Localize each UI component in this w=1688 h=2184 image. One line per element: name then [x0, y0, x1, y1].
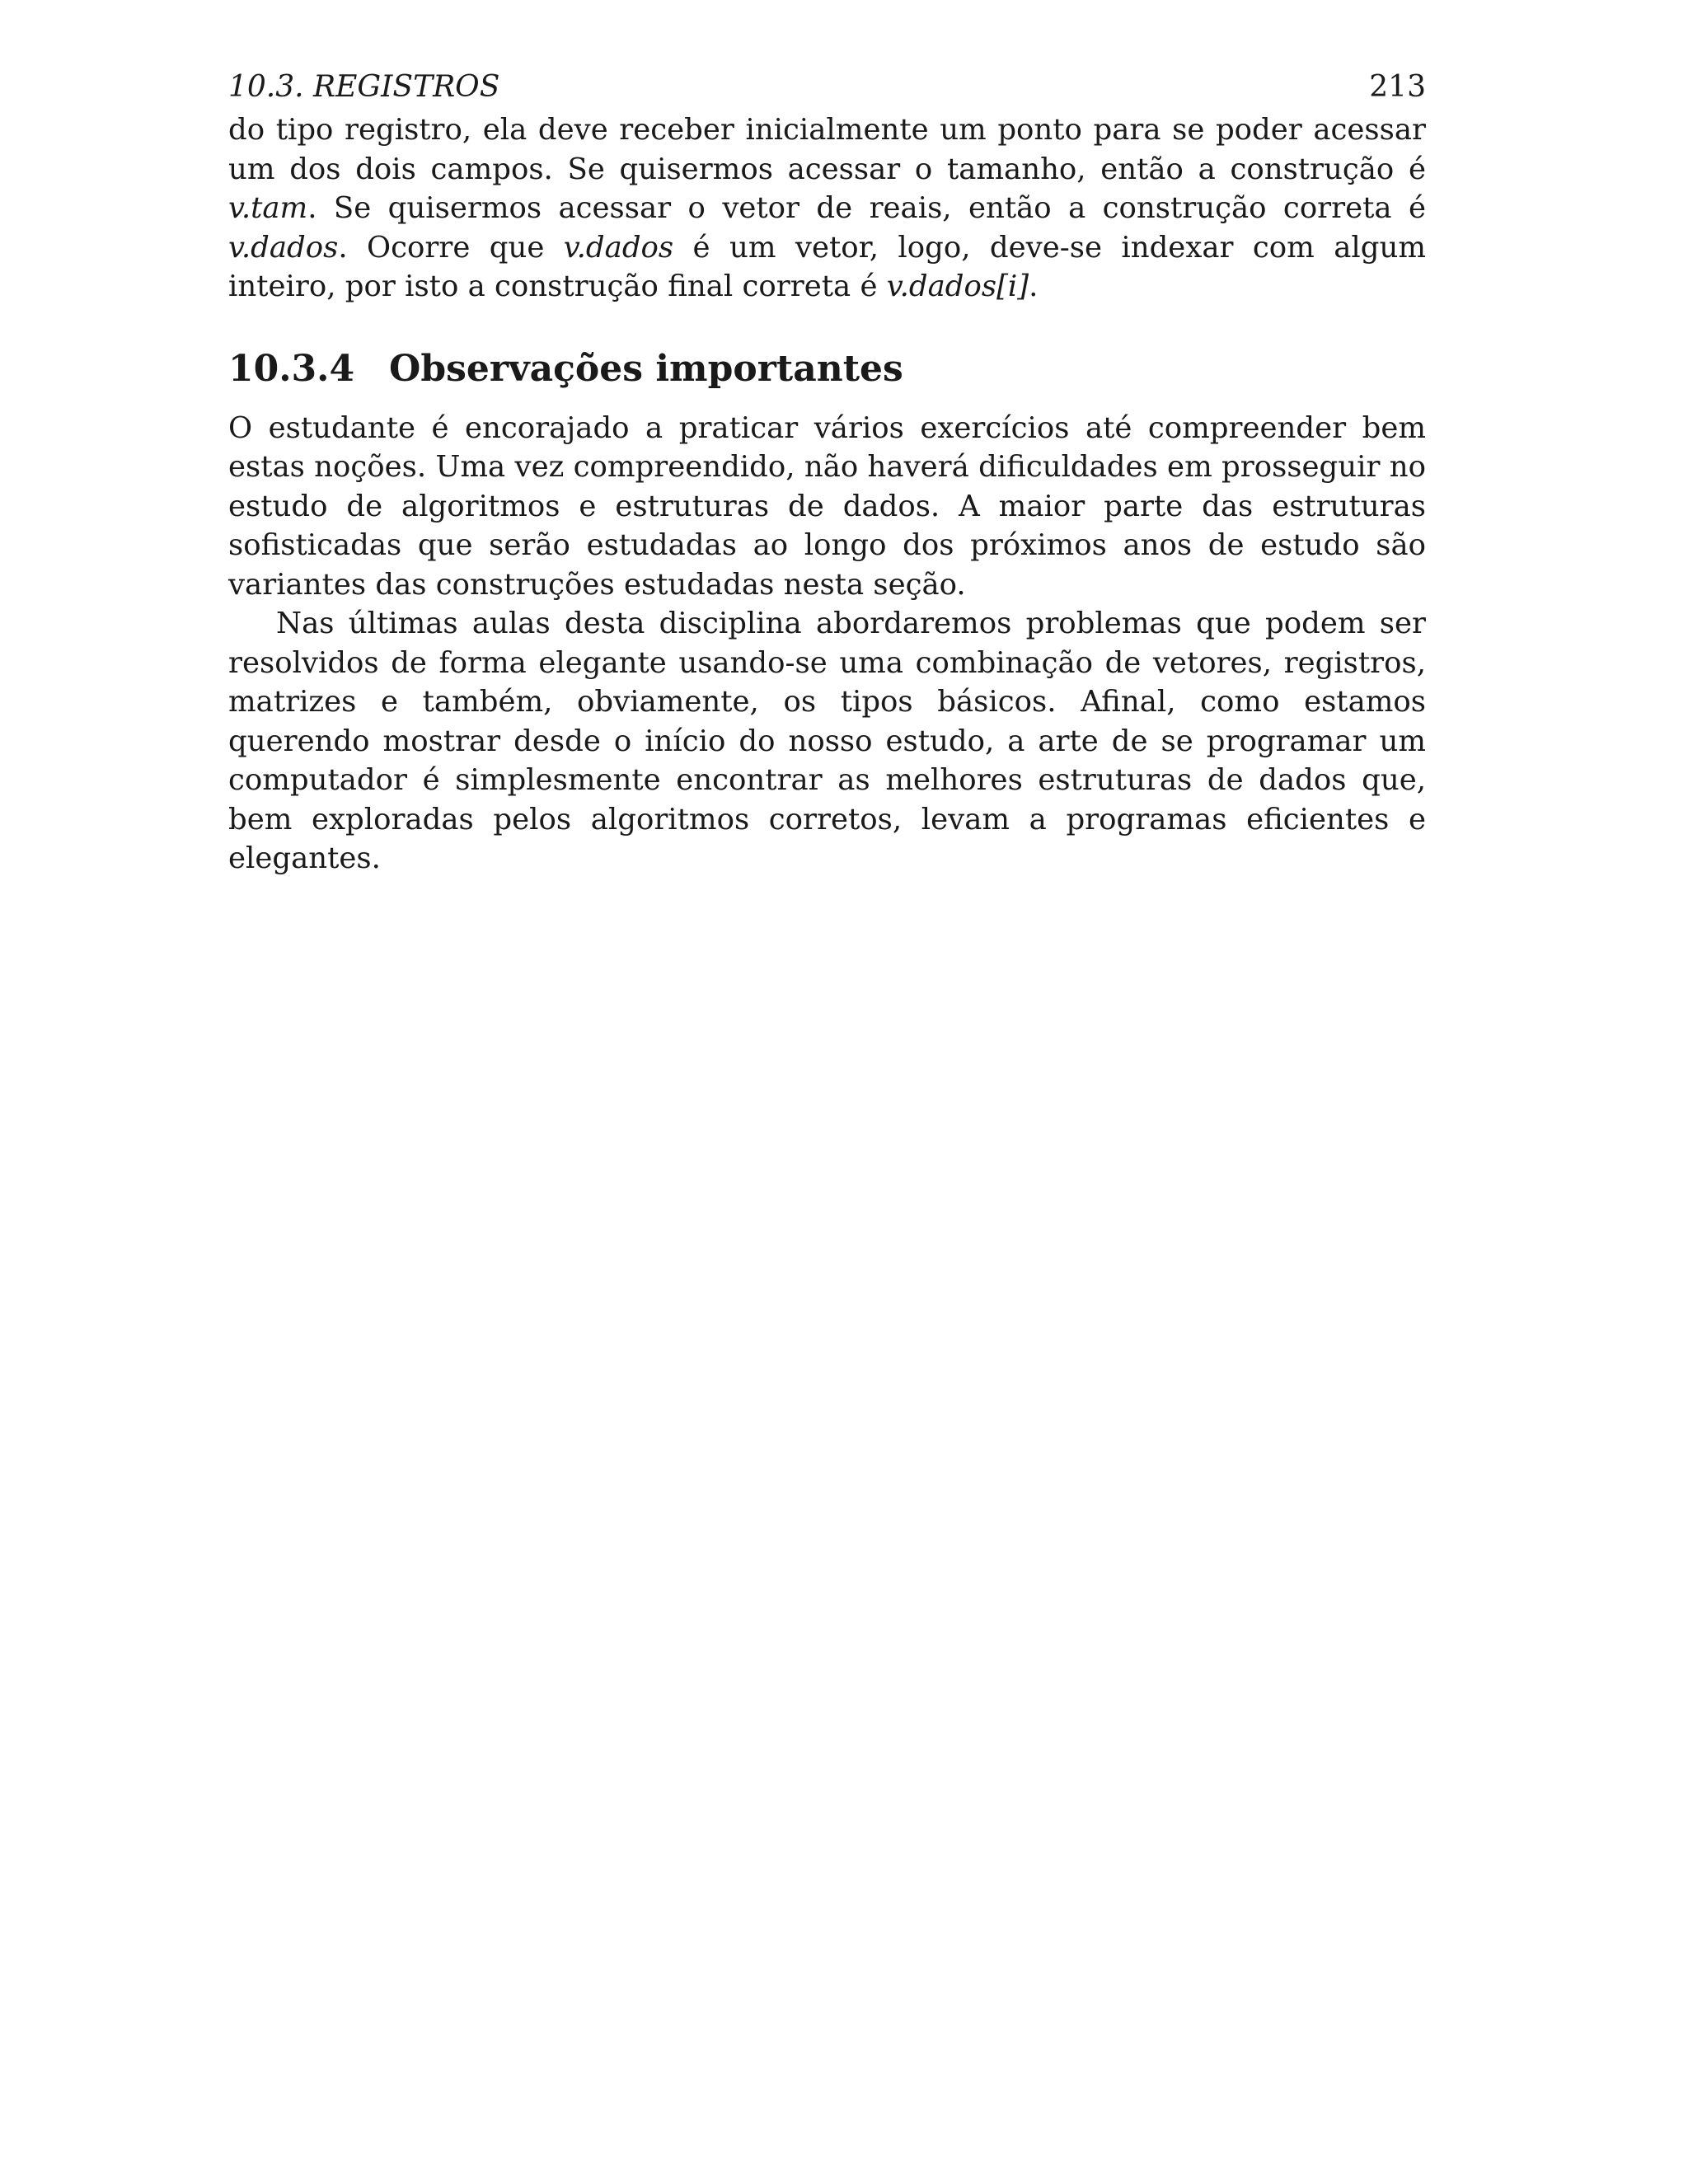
- running-header: [228, 64, 1426, 110]
- section-number: 10.3.4: [228, 347, 355, 390]
- continuation-text-1: do tipo registro, ela deve receber inicialmente um ponto para se poder acessar um dos dois campos. Se quisermos acessar o tamanho, então a construção é: [228, 113, 1426, 186]
- code-v-dados-2: v.dados: [563, 230, 674, 265]
- paragraph-1: O estudante é encorajado a praticar vários exercícios até compreender bem estas noções. Uma vez compreendido, não haverá dificuldades em prosseguir no estudo de algoritmos e estruturas de dados. A maior parte das estruturas sofisticadas que serão estudadas ao longo dos próximos anos de estudo são variantes das construções estudadas nesta seção.: [228, 410, 1426, 602]
- code-v-dados: v.dados: [228, 230, 339, 265]
- page-number: 213: [1369, 70, 1426, 104]
- continuation-paragraph: [228, 110, 1426, 307]
- code-v-dados-i: v.dados[i]: [886, 269, 1029, 303]
- book-page: [228, 64, 1426, 879]
- continuation-text-3: . Ocorre que: [338, 230, 564, 265]
- paragraph-2: Nas últimas aulas desta disciplina abordaremos problemas que podem ser resolvidos de forma elegante usando-se uma combinação de vetores, registros, matrizes e também, obviamente, os tipos básicos. Afinal, como estamos querendo mostrar desde o início do nosso estudo, a arte de se programar um computador é simplesmente encontrar as melhores estruturas de dados que, bem exploradas pelos algoritmos corretos, levam a programas eficientes e elegantes.: [228, 607, 1426, 875]
- section-title: Observações importantes: [389, 347, 903, 390]
- continuation-text-4: é um vetor, logo, deve-se indexar com algum inteiro, por isto a construção final correta é: [228, 230, 1426, 303]
- code-v-tam: v.tam: [228, 191, 308, 225]
- section-heading: [228, 346, 1426, 392]
- running-header-section: 10.3. REGISTROS: [228, 70, 500, 104]
- continuation-text-2: . Se quisermos acessar o vetor de reais, então a construção correta é: [307, 191, 1426, 225]
- continuation-text-5: .: [1029, 269, 1039, 303]
